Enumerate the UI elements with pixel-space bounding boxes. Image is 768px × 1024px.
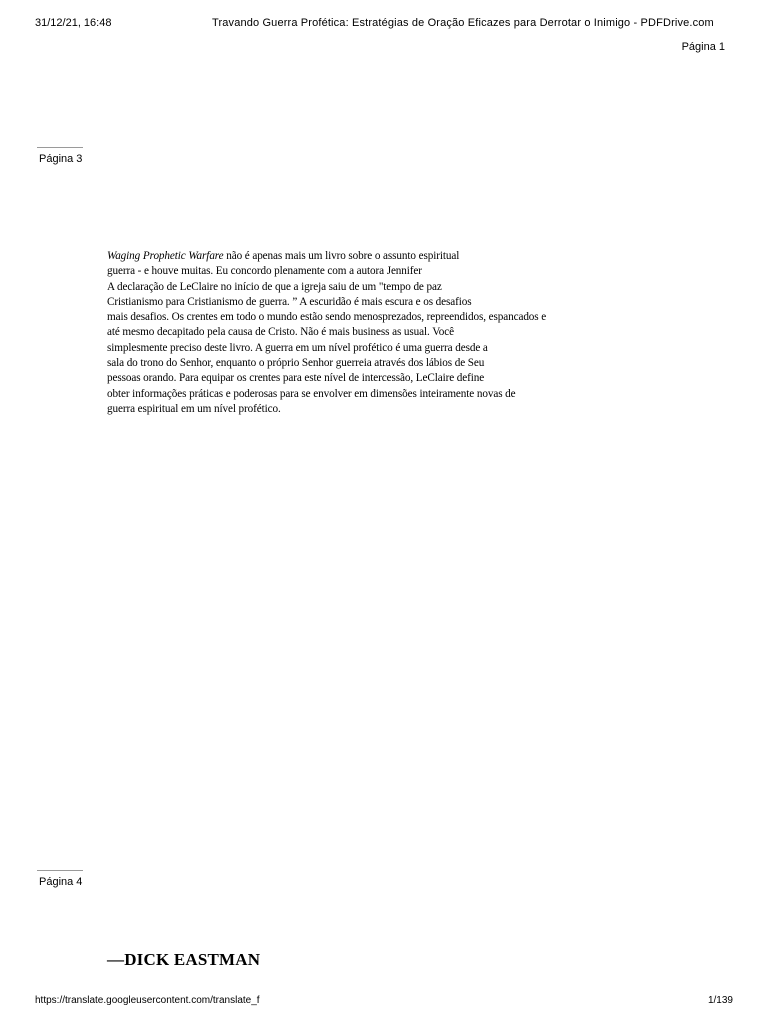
text-line: Cristianismo para Cristianismo de guerra. ” A escuridão é mais escura e os desafios [107, 295, 472, 308]
document-title: Travando Guerra Profética: Estratégias de Oração Eficazes para Derrotar o Inimigo - PDFDrive.com [212, 17, 714, 29]
body-paragraph [107, 249, 627, 417]
signature: —DICK EASTMAN [107, 950, 261, 969]
text-line: até mesmo decapitado pela causa de Cristo. Não é mais business as usual. Você [107, 326, 454, 339]
source-url: https://translate.googleusercontent.com/translate_f [35, 995, 260, 1006]
text-line: guerra - e houve muitas. Eu concordo plenamente com a autora Jennifer [107, 265, 422, 278]
page-count: 1/139 [707, 995, 733, 1006]
text-line: mais desafios. Os crentes em todo o mundo estão sendo menosprezados, repreendidos, espancados e [107, 311, 547, 324]
text-line: obter informações práticas e poderosas para se envolver em dimensões inteiramente novas de [107, 387, 516, 400]
page-divider [37, 870, 83, 871]
text-line: guerra espiritual em um nível profético. [107, 402, 281, 415]
print-datetime: 31/12/21, 16:48 [35, 17, 112, 29]
text-line: sala do trono do Senhor, enquanto o próprio Senhor guerreia através dos lábios de Seu [107, 357, 485, 370]
page-label-top: Página 1 [681, 41, 725, 53]
text-line: simplesmente preciso deste livro. A guerra em um nível profético é uma guerra desde a [107, 341, 488, 354]
text-line: pessoas orando. Para equipar os crentes para este nível de intercessão, LeClaire define [107, 372, 485, 385]
text-line: Waging Prophetic Warfare não é apenas mais um livro sobre o assunto espiritual [107, 250, 460, 262]
page-label-4: Página 4 [39, 876, 83, 888]
book-title: Waging Prophetic Warfare [107, 250, 224, 262]
text-line: A declaração de LeClaire no início de que a igreja saiu de um "tempo de paz [107, 280, 442, 293]
page-divider [37, 147, 83, 148]
page-label-3: Página 3 [39, 153, 83, 165]
